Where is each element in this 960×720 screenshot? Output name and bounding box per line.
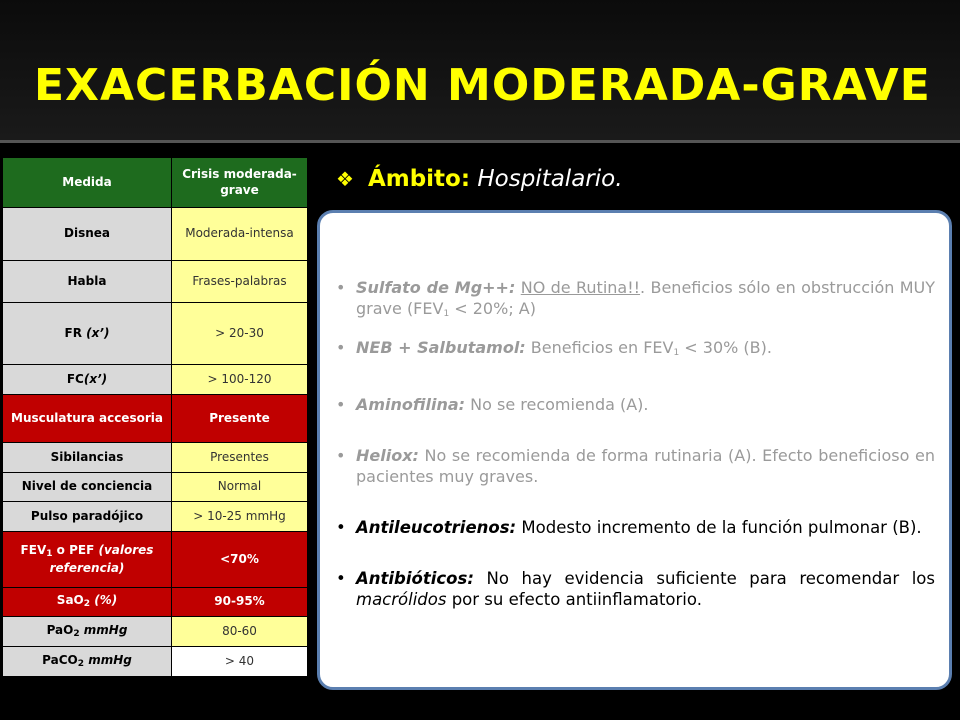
row-label: SaO$_2$ (%) <box>3 588 172 617</box>
table-row <box>3 502 308 532</box>
row-label: Disnea <box>3 208 172 261</box>
list-item: • NEB + Salbutamol: Beneficios en $FEV_1 < 30\%$ (B). <box>336 338 772 358</box>
bullet-dot-icon: • <box>336 395 346 414</box>
bullet-dot-icon: • <box>336 446 346 465</box>
row-value: 80-60 <box>172 617 308 647</box>
table-row <box>3 303 308 365</box>
item-text: Modesto incremento de la función pulmonar (B). <box>516 518 922 537</box>
row-label: Sibilancias <box>3 443 172 473</box>
row-label: Pulso paradójico <box>3 502 172 532</box>
table-row <box>3 365 308 395</box>
table-row <box>3 395 308 443</box>
header-medida: Medida <box>3 158 172 208</box>
row-value: > 100-120 <box>172 365 308 395</box>
row-value: Presente <box>172 395 308 443</box>
table-row <box>3 208 308 261</box>
item-term: Aminofilina: <box>356 395 466 414</box>
ambito-label: Ámbito: <box>367 166 471 192</box>
item-term: Heliox: <box>356 446 419 465</box>
table-header-row <box>3 158 308 208</box>
ambito-line <box>336 166 623 192</box>
table-row <box>3 617 308 647</box>
row-value: <70% <box>172 532 308 588</box>
table-row <box>3 532 308 588</box>
list-item: • Sulfato de Mg++: NO de Rutina!!. Beneficios sólo en obstrucción MUY grave ($FEV_1 < 20\%$; A) <box>336 278 936 319</box>
row-label: Nivel de conciencia <box>3 473 172 502</box>
bullet-dot-icon: • <box>336 278 346 297</box>
row-value: Moderada-intensa <box>172 208 308 261</box>
title-divider <box>0 140 960 143</box>
list-item <box>334 517 935 538</box>
item-term: Sulfato de Mg++: <box>356 278 516 297</box>
row-value: Presentes <box>172 443 308 473</box>
row-label: PaCO$_2$ mmHg <box>3 647 172 677</box>
table-row <box>3 261 308 303</box>
treatment-list <box>334 277 935 622</box>
row-value: Normal <box>172 473 308 502</box>
header-crisis: Crisis moderada-grave <box>172 158 308 208</box>
row-label: FR (x’) <box>3 303 172 365</box>
row-label: Musculatura accesoria <box>3 395 172 443</box>
table-row <box>3 443 308 473</box>
list-item: • Antibióticos: No hay evidencia suficiente para recomendar los macrólidos por su efecto antiinflamatorio. <box>336 569 935 609</box>
table-row <box>3 647 308 677</box>
row-value: > 20-30 <box>172 303 308 365</box>
table-row <box>3 588 308 617</box>
list-item <box>334 394 935 415</box>
list-item <box>334 445 935 487</box>
item-highlight: NO de Rutina!! <box>520 278 641 297</box>
item-term: NEB + Salbutamol: <box>356 338 526 357</box>
bullet-dot-icon: • <box>336 518 346 537</box>
item-term: Antibióticos: <box>356 569 474 588</box>
ambito-value: Hospitalario. <box>477 166 623 192</box>
severity-table <box>2 157 308 677</box>
row-value: Frases-palabras <box>172 261 308 303</box>
treatment-box <box>317 210 952 690</box>
row-value: > 40 <box>172 647 308 677</box>
row-label: PaO$_2$ mmHg <box>3 617 172 647</box>
slide-title: EXACERBACIÓN MODERADA-GRAVE <box>34 60 931 111</box>
row-label: FC(x’) <box>3 365 172 395</box>
row-value: > 10-25 mmHg <box>172 502 308 532</box>
table-row <box>3 473 308 502</box>
row-value: 90-95% <box>172 588 308 617</box>
row-label: Habla <box>3 261 172 303</box>
item-text: No se recomienda de forma rutinaria (A). Efecto beneficioso en pacientes muy graves. <box>356 446 935 486</box>
bullet-dot-icon: • <box>336 338 346 357</box>
row-label: $FEV_1$ o PEF (valores referencia) <box>3 532 172 588</box>
item-text: No se recomienda (A). <box>465 395 649 414</box>
item-term: Antileucotrienos: <box>356 518 517 537</box>
bullet-dot-icon: • <box>336 569 346 588</box>
diamond-four-icon: ❖ <box>336 167 354 191</box>
